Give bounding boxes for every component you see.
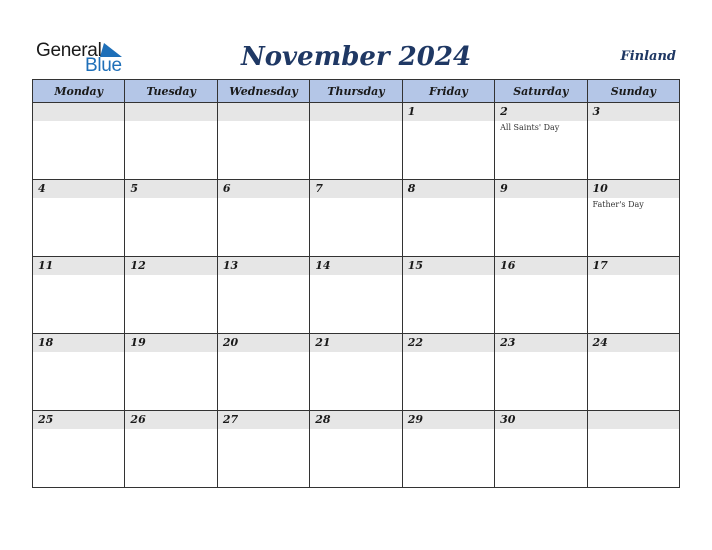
day-cell bbox=[495, 411, 587, 488]
day-cell bbox=[33, 180, 125, 257]
day-number-bar bbox=[588, 103, 679, 121]
day-number: 21 bbox=[315, 336, 331, 349]
holiday-label: All Saints' Day bbox=[500, 123, 560, 132]
day-number-bar bbox=[218, 411, 309, 429]
logo-text-general: General bbox=[36, 40, 102, 61]
day-cell bbox=[217, 257, 309, 334]
day-number: 4 bbox=[38, 182, 46, 195]
day-number-bar bbox=[495, 103, 586, 121]
day-number-bar bbox=[588, 334, 679, 352]
day-number: 6 bbox=[222, 182, 231, 195]
day-number-bar bbox=[218, 334, 309, 352]
day-cell bbox=[495, 180, 587, 257]
day-number: 10 bbox=[592, 182, 608, 195]
weekday-header: Saturday bbox=[495, 80, 587, 103]
day-number: 23 bbox=[500, 336, 516, 349]
day-cell bbox=[587, 257, 679, 334]
day-number: 25 bbox=[38, 413, 54, 426]
day-cell bbox=[125, 334, 217, 411]
day-number-bar bbox=[33, 411, 124, 429]
day-number: 12 bbox=[130, 259, 146, 272]
day-cell bbox=[33, 411, 125, 488]
day-cell bbox=[217, 103, 309, 180]
day-number-bar bbox=[33, 334, 124, 352]
day-number-bar bbox=[310, 257, 401, 275]
day-number: 9 bbox=[500, 182, 508, 195]
day-cell bbox=[402, 257, 494, 334]
week-row bbox=[33, 103, 680, 180]
day-cell bbox=[402, 411, 494, 488]
holiday-label: Father's Day bbox=[592, 200, 644, 209]
day-number: 11 bbox=[38, 259, 54, 272]
day-cell bbox=[33, 257, 125, 334]
day-cell bbox=[217, 334, 309, 411]
day-number: 17 bbox=[592, 259, 608, 272]
day-number: 26 bbox=[130, 413, 146, 426]
country-label: Finland bbox=[620, 49, 676, 64]
day-cell bbox=[310, 257, 402, 334]
day-number-bar bbox=[495, 411, 586, 429]
day-number: 27 bbox=[222, 413, 239, 426]
day-cell bbox=[125, 103, 217, 180]
day-number-bar bbox=[403, 411, 494, 429]
day-number-bar bbox=[310, 180, 401, 198]
day-number-bar bbox=[125, 334, 216, 352]
weekday-header: Wednesday bbox=[217, 80, 309, 103]
logo-text-blue: Blue bbox=[85, 55, 122, 76]
day-number-bar bbox=[310, 411, 401, 429]
day-cell bbox=[402, 334, 494, 411]
day-cell bbox=[33, 103, 125, 180]
calendar-body bbox=[33, 103, 680, 488]
day-number-bar bbox=[588, 257, 679, 275]
day-number: 2 bbox=[500, 105, 508, 118]
day-number-bar bbox=[125, 103, 216, 121]
day-number-bar bbox=[588, 411, 679, 429]
day-number-bar bbox=[403, 257, 494, 275]
day-number: 1 bbox=[407, 105, 416, 118]
day-number: 28 bbox=[315, 413, 331, 426]
day-number-bar bbox=[125, 257, 216, 275]
weekday-header: Tuesday bbox=[125, 80, 217, 103]
day-cell bbox=[402, 103, 494, 180]
day-number: 29 bbox=[407, 413, 423, 426]
day-number: 18 bbox=[38, 336, 54, 349]
week-row bbox=[33, 180, 680, 257]
day-number-bar bbox=[218, 257, 309, 275]
day-cell bbox=[125, 180, 217, 257]
day-number-bar bbox=[588, 180, 679, 198]
weekday-header: Monday bbox=[33, 80, 125, 103]
calendar-grid bbox=[32, 79, 680, 488]
day-number: 19 bbox=[130, 336, 146, 349]
day-number-bar bbox=[403, 103, 494, 121]
day-cell bbox=[310, 180, 402, 257]
day-cell bbox=[125, 411, 217, 488]
day-cell bbox=[495, 103, 587, 180]
day-number-bar bbox=[33, 103, 124, 121]
day-number: 8 bbox=[407, 182, 416, 195]
day-number-bar bbox=[125, 180, 216, 198]
day-cell bbox=[587, 103, 679, 180]
day-cell bbox=[310, 334, 402, 411]
day-cell bbox=[587, 180, 679, 257]
day-number-bar bbox=[495, 257, 586, 275]
weekday-header: Sunday bbox=[587, 80, 679, 103]
day-number: 16 bbox=[500, 259, 516, 272]
day-number-bar bbox=[33, 257, 124, 275]
day-number-bar bbox=[495, 334, 586, 352]
day-cell bbox=[310, 411, 402, 488]
day-number-bar bbox=[403, 334, 494, 352]
day-cell bbox=[125, 257, 217, 334]
day-cell bbox=[310, 103, 402, 180]
day-number: 13 bbox=[222, 259, 239, 272]
weekday-header: Friday bbox=[402, 80, 494, 103]
day-number-bar bbox=[125, 411, 216, 429]
day-number: 3 bbox=[592, 105, 601, 118]
day-number-bar bbox=[218, 180, 309, 198]
day-cell bbox=[587, 411, 679, 488]
day-number-bar bbox=[310, 334, 401, 352]
day-number-bar bbox=[33, 180, 124, 198]
calendar-title: November 2024 bbox=[240, 42, 472, 72]
day-number-bar bbox=[218, 103, 309, 121]
day-cell bbox=[587, 334, 679, 411]
day-number: 22 bbox=[407, 336, 423, 349]
day-cell bbox=[495, 257, 587, 334]
day-number: 24 bbox=[592, 336, 608, 349]
day-number-bar bbox=[310, 103, 401, 121]
day-number: 7 bbox=[315, 182, 323, 195]
week-row bbox=[33, 334, 680, 411]
day-number: 30 bbox=[500, 413, 516, 426]
day-number-bar bbox=[403, 180, 494, 198]
day-number: 14 bbox=[315, 259, 331, 272]
day-number: 15 bbox=[407, 259, 423, 272]
weekday-header: Thursday bbox=[310, 80, 402, 103]
day-cell bbox=[33, 334, 125, 411]
day-cell bbox=[217, 411, 309, 488]
day-number-bar bbox=[495, 180, 586, 198]
weekday-header-row bbox=[33, 80, 680, 103]
day-cell bbox=[217, 180, 309, 257]
week-row bbox=[33, 411, 680, 488]
day-number: 5 bbox=[130, 182, 139, 195]
day-cell bbox=[495, 334, 587, 411]
week-row bbox=[33, 257, 680, 334]
day-number: 20 bbox=[222, 336, 239, 349]
day-cell bbox=[402, 180, 494, 257]
